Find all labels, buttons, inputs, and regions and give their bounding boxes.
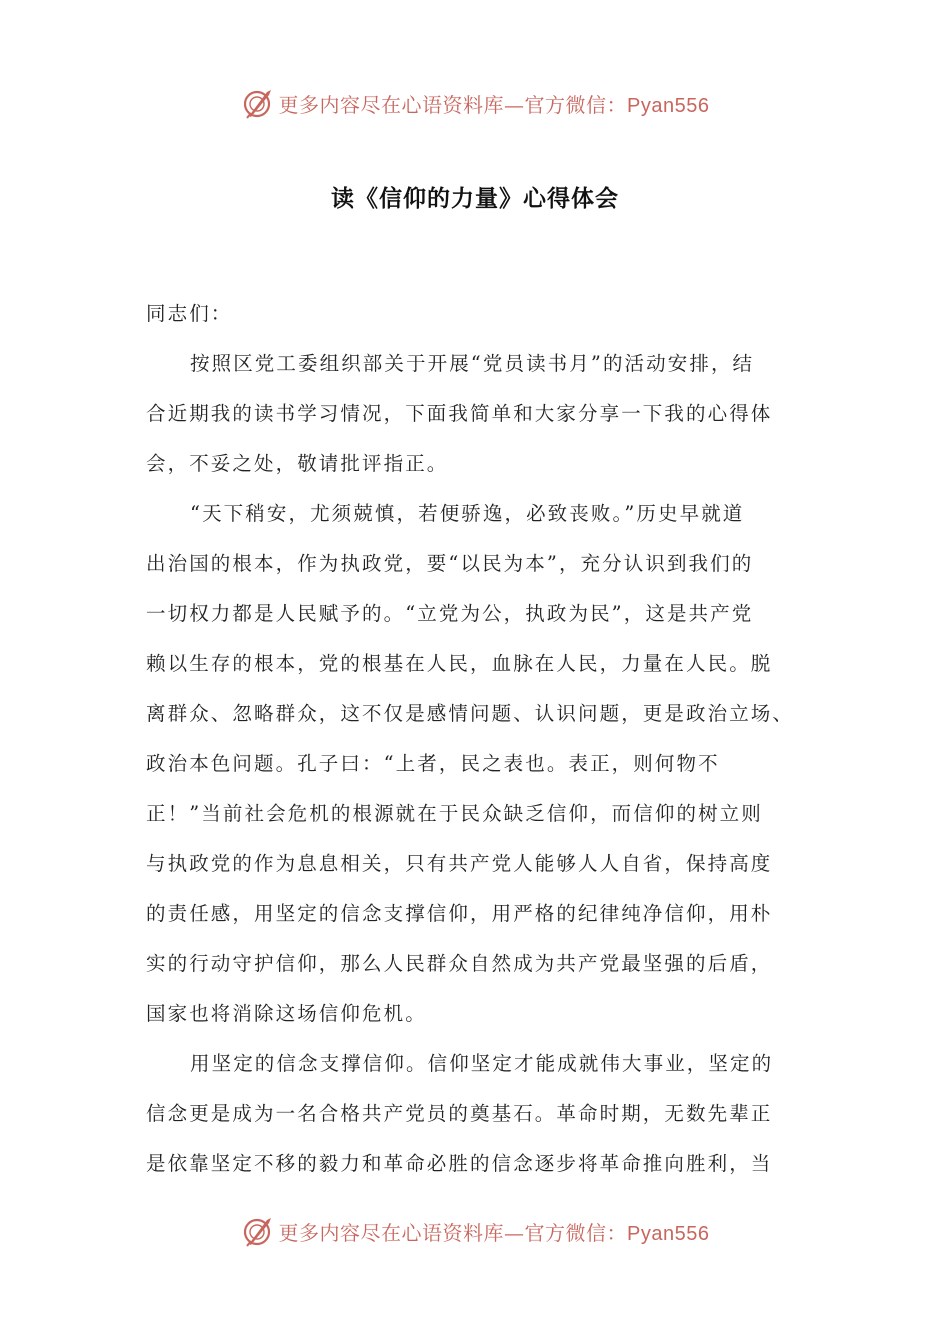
paragraph-line: 正！”当前社会危机的根源就在于民众缺乏信仰，而信仰的树立则 [146, 802, 763, 825]
paragraph-line: 与执政党的作为息息相关，只有共产党人能够人人自省，保持高度 [146, 852, 773, 875]
watermark-wechat-code: Pyan556 [627, 94, 710, 117]
paragraph-line: 实的行动守护信仰，那么人民群众自然成为共产党最坚强的后盾， [146, 952, 773, 975]
paragraph-line: 是依靠坚定不移的毅力和革命必胜的信念逐步将革命推向胜利，当 [146, 1152, 773, 1175]
watermark-header [0, 83, 950, 123]
watermark-footer [0, 1211, 950, 1251]
watermark-text: 更多内容尽在心语资料库—官方微信： [278, 1220, 628, 1245]
document-body [146, 289, 826, 1189]
quill-logo-icon [241, 86, 275, 120]
quill-logo-icon [241, 1214, 275, 1248]
paragraph-line: 离群众、忽略群众，这不仅是感情问题、认识问题，更是政治立场、 [146, 702, 795, 725]
paragraph-line: 按照区党工委组织部关于开展“党员读书月”的活动安排，结 [190, 352, 755, 375]
paragraph-line: 出治国的根本，作为执政党，要“以民为本”，充分认识到我们的 [146, 552, 754, 575]
paragraph-line: 合近期我的读书学习情况，下面我简单和大家分享一下我的心得体 [146, 402, 773, 425]
paragraph-line: “天下稍安，尤须兢慎，若便骄逸，必致丧败。”历史早就道 [190, 502, 745, 525]
watermark-wechat-code: Pyan556 [627, 1222, 710, 1245]
paragraph-3 [146, 1039, 826, 1189]
paragraph-line: 会，不妥之处，敬请批评指正。 [146, 452, 449, 475]
document-title: 读《信仰的力量》心得体会 [331, 186, 619, 212]
paragraph-1 [146, 339, 826, 489]
paragraph-line: 的责任感，用坚定的信念支撑信仰，用严格的纪律纯净信仰，用朴 [146, 902, 773, 925]
watermark-text: 更多内容尽在心语资料库—官方微信： [278, 92, 628, 117]
paragraph-2 [146, 489, 826, 1039]
salutation: 同志们： [146, 302, 233, 325]
paragraph-line: 赖以生存的根本，党的根基在人民，血脉在人民，力量在人民。脱 [146, 652, 773, 675]
paragraph-line: 信念更是成为一名合格共产党员的奠基石。革命时期，无数先辈正 [146, 1102, 773, 1125]
paragraph-line: 政治本色问题。孔子曰：“上者，民之表也。表正，则何物不 [146, 752, 720, 775]
paragraph-line: 国家也将消除这场信仰危机。 [146, 1002, 427, 1025]
paragraph-line: 用坚定的信念支撑信仰。信仰坚定才能成就伟大事业，坚定的 [190, 1052, 774, 1075]
paragraph-line: 一切权力都是人民赋予的。“立党为公，执政为民”，这是共产党 [146, 602, 754, 625]
